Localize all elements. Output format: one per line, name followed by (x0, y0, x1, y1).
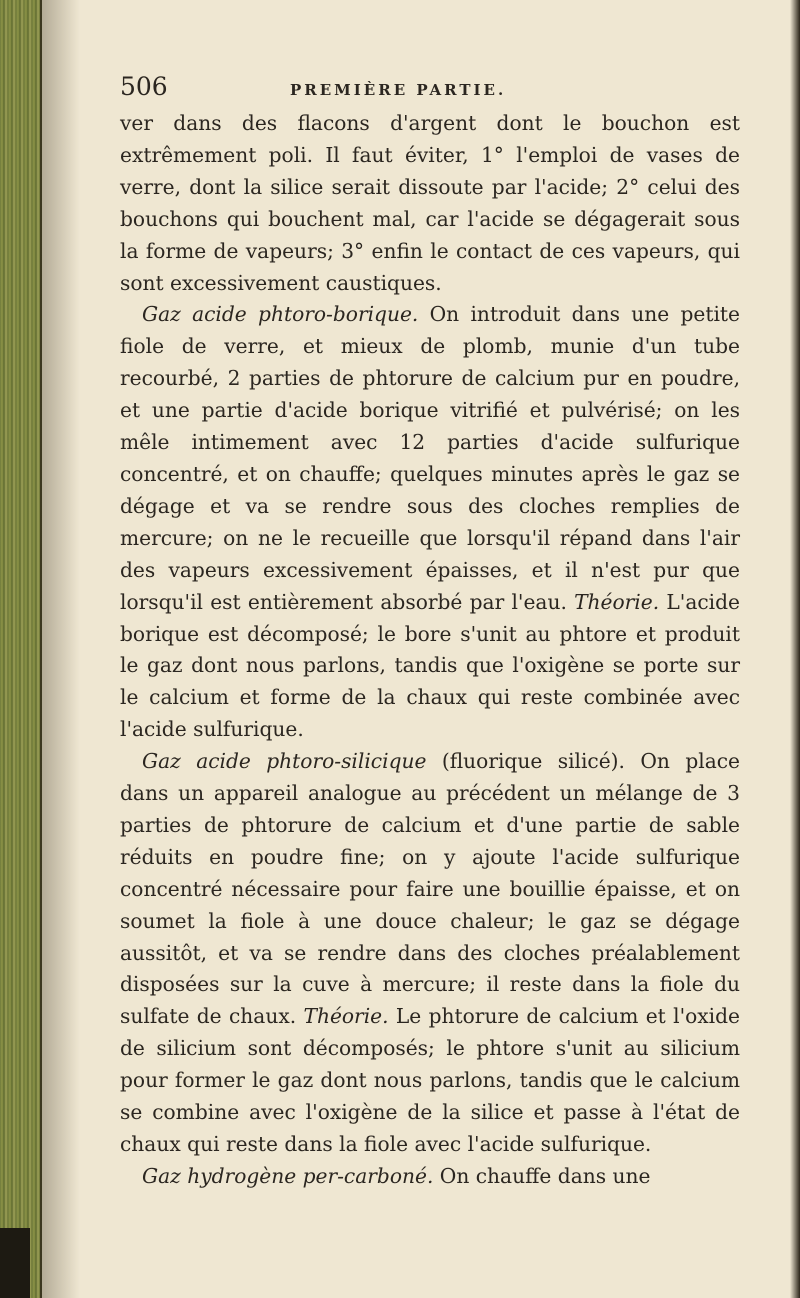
paragraph-text: On introduit dans une petite fiole de verre, et mieux de plomb, munie d'un tube recourbé, 2 parties de phtorure de calcium pur en poudre, et une partie d'acide borique vitrifié et pulvérisé; on les mêle intimement avec 12 parties d'acide sulfurique concentré, et on chauffe; quelques minutes après le gaz se dégage et va se rendre sous des cloches remplies de mercure; on ne le recueille que lorsqu'il répand dans l'air des vapeurs excessivement épaisses, et il n'est pur que lorsqu'il est entièrement absorbé par l'eau. (120, 302, 740, 614)
paragraph-phtoro-borique (120, 299, 740, 746)
paragraph-phtoro-silicique (120, 746, 740, 1161)
running-head (120, 72, 740, 108)
paragraph-hydrogene (120, 1161, 740, 1193)
gutter-shadow (40, 0, 80, 1298)
paragraph-text: On chauffe dans une (433, 1163, 651, 1188)
theorie-text: Le phtorure de calcium et l'oxide de silicium sont décomposés; le phtore s'unit au silicium pour former le gaz dont nous parlons, tandis que le calcium se combine avec l'oxigène de la silice et passe à l'état de chaux qui reste dans la fiole avec l'acide sulfurique. (120, 1004, 740, 1156)
page-number: 506 (120, 72, 168, 101)
paragraph-text: (fluorique silicé). On place dans un appareil analogue au précédent un mélange de 3 parties de phtorure de calcium et d'une partie de sable réduits en poudre fine; on y ajoute l'acide sulfurique concentré nécessaire pour faire une bouillie épaisse, et on soumet la fiole à une douce chaleur; le gaz se dégage aussitôt, et va se rendre dans des cloches préalablement disposées sur la cuve à mercure; il reste dans la fiole du sulfate de chaux. (120, 749, 740, 1029)
page-edge-shadow (790, 0, 800, 1298)
theorie-text: L'acide borique est décomposé; le bore s'unit au phtore et produit le gaz dont nous parlons, tandis que l'oxigène se porte sur le calcium et forme de la chaux qui reste combinée avec l'acide sulfurique. (120, 589, 740, 742)
paragraph-continuation (120, 108, 740, 299)
section-heading: Gaz acide phtoro-silicique (142, 749, 427, 774)
theorie-label: Théorie. (574, 589, 660, 614)
theorie-label: Théorie. (303, 1004, 389, 1029)
section-heading: Gaz acide phtoro-borique. (142, 302, 419, 327)
printed-page (120, 72, 740, 1193)
paragraph-text: ver dans des flacons d'argent dont le bouchon est extrêmement poli. Il faut éviter, 1° l'emploi de vases de verre, dont la silice serait dissoute par l'acide; 2° celui des bouchons qui bouchent mal, car l'acide se dégagerait sous la forme de vapeurs; 3° enfin le contact de ces vapeurs, qui sont excessivement caustiques. (120, 111, 740, 295)
binding-corner (0, 1228, 30, 1298)
book-binding (0, 0, 42, 1298)
running-title: PREMIÈRE PARTIE. (290, 81, 507, 99)
section-heading: Gaz hydrogène per-carboné. (142, 1163, 434, 1188)
